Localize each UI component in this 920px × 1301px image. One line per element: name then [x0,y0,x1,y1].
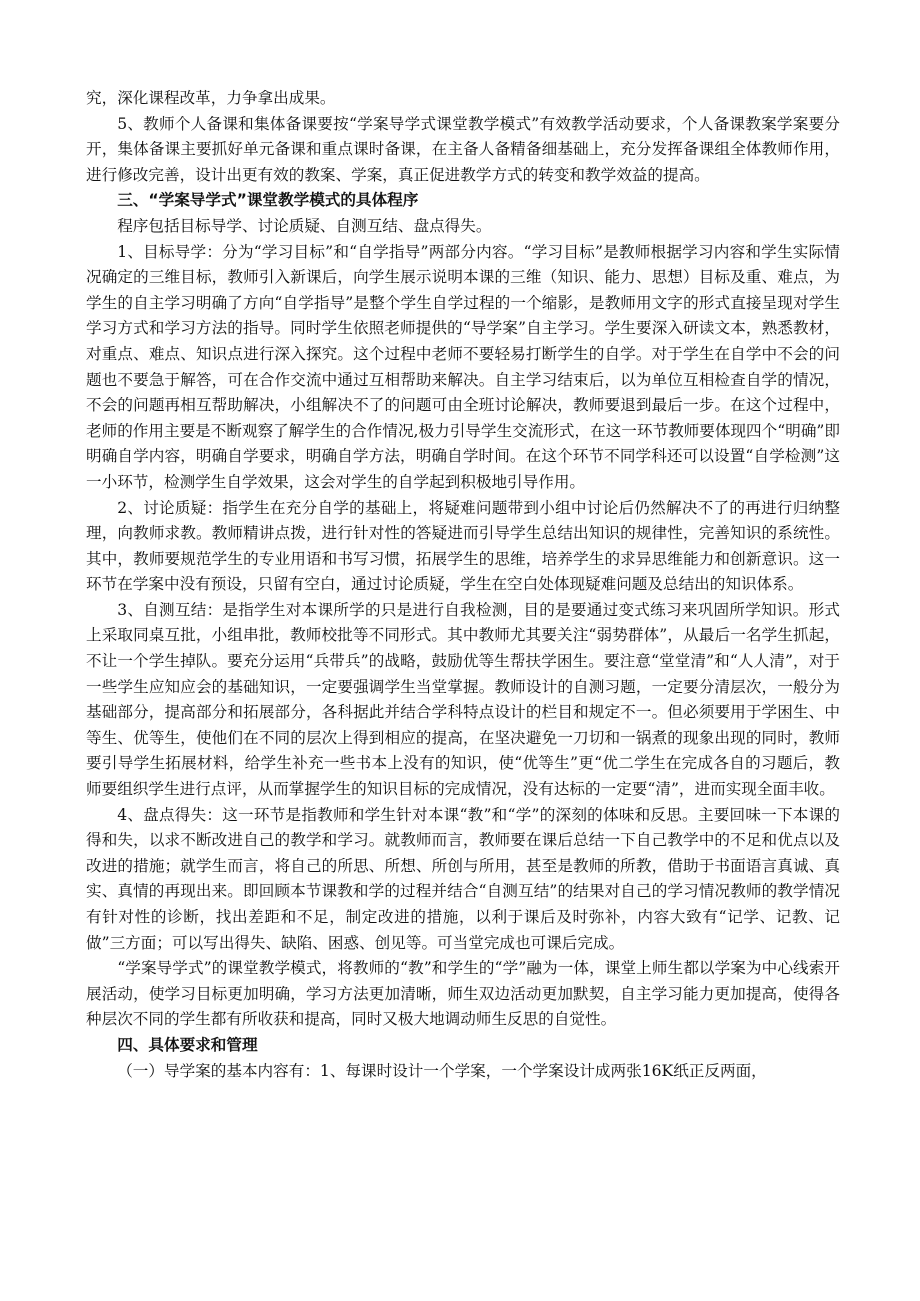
paragraph-procedure-intro: 程序包括目标导学、讨论质疑、自测互结、盘点得失。 [117,216,492,235]
section-heading-3: 三、“学案导学式”课堂教学模式的具体程序 [117,191,419,210]
paragraph-step-1: 1、目标导学：分为“学习目标”和“自学指导”两部分内容。“学习目标”是教师根据学习内容和学生实际情况确定的三维目标，教师引入新课后，向学生展示说明本课的三维（知识、能力、思想）目标及重、难点，为学生的自主学习明确了方向“自学指导”是整个学生自学过程的一个缩影，是教师用文字的形式直接呈现对学生学习方式和学习方法的指导。同时学生依照老师提供的“导学案”自主学习。学生要深入研读文本，熟悉教材，对重点、难点、知识点进行深入探究。这个过程中老师不要轻易打断学生的自学。对于学生在自学中不会的问题也不要急于解答，可在合作交流中通过互相帮助来解决。自主学习结束后，以为单位互相检查自学的情况，不会的问题再相互帮助解决，小组解决不了的问题可由全班讨论解决，教师要退到最后一步。在这个过程中，老师的作用主要是不断观察了解学生的合作情况,极力引导学生交流形式，在这一环节教师要体现四个“明确”即明确自学内容，明确自学要求，明确自学方法，明确自学时间。在这个环节不同学科还可以设置“自学检测”这一小环节，检测学生自学效果，这会对学生的自学起到积极地引导作用。 [86,242,840,491]
paragraph-continuation: 究，深化课程改革，力争拿出成果。 [86,89,336,107]
paragraph-summary: “学案导学式”的课堂教学模式，将教师的“教”和学生的“学”融为一体，课堂上师生都以学案为中心线索开展活动，使学习目标更加明确，学习方法更加清晰，师生双边活动更加默契，自主学习能力更加提高，使得各种层次不同的学生都有所收获和提高，同时又极大地调动师生反思的自觉性。 [86,959,840,1029]
paragraph-requirements-1: （一）导学案的基本内容有：1、每课时设计一个学案，一个学案设计成两张16K纸正反两面， [117,1061,767,1080]
paragraph-step-4: 4、盘点得失：这一环节是指教师和学生针对本课“教”和“学”的深刻的体味和反思。主要回味一下本课的得和失，以求不断改进自己的教学和学习。就教师而言，教师要在课后总结一下自己教学中的不足和优点以及改进的措施；就学生而言，将自己的所思、所想、所创与所用，甚至是教师的所教，借助于书面语言真诚、真实、真情的再现出来。即回顾本节课教和学的过程并结合“自测互结”的结果对自己的学习情况教师的教学情况有针对性的诊断，找出差距和不足，制定改进的措施，以利于课后及时弥补，内容大致有“记学、记教、记做”三方面；可以写出得失、缺陷、困惑、创见等。可当堂完成也可课后完成。 [86,805,840,952]
paragraph-step-3: 3、自测互结：是指学生对本课所学的只是进行自我检测，目的是要通过变式练习来巩固所学知识。形式上采取同桌互批，小组串批，教师校批等不同形式。其中教师尤其要关注“弱势群体”，从最后一名学生抓起，不让一个学生掉队。要充分运用“兵带兵”的战略，鼓励优等生帮扶学困生。要注意“堂堂清”和“人人清”，对于一些学生应知应会的基础知识，一定要强调学生当堂掌握。教师设计的自测习题，一定要分清层次，一般分为基础部分，提高部分和拓展部分，各科据此并结合学科特点设计的栏目和规定不一。但必须要用于学困生、中等生、优等生，使他们在不同的层次上得到相应的提高，在坚决避免一刀切和一锅煮的现象出现的同时，教师要引导学生拓展材料，给学生补充一些书本上没有的知识，使“优等生”更“优二学生在完成各自的习题后，教师要组织学生进行点评，从而掌握学生的知识目标的完成情况，没有达标的一定要“清”，进而实现全面丰收。 [86,600,840,799]
paragraph-step-2: 2、讨论质疑：指学生在充分自学的基础上，将疑难问题带到小组中讨论后仍然解决不了的再进行归纳整理，向教师求教。教师精讲点拨，进行针对性的答疑进而引导学生总结出知识的规律性，完善知识的系统性。其中，教师要规范学生的专业用语和书写习惯，拓展学生的思维，培养学生的求异思维能力和创新意识。这一环节在学案中没有预设，只留有空白，通过讨论质疑，学生在空白处体现疑难问题及总结出的知识体系。 [86,498,840,594]
paragraph-item-5: 5、教师个人备课和集体备课要按“学案导学式课堂教学模式”有效教学活动要求，个人备课教案学案要分开，集体备课主要抓好单元备课和重点课时备课，在主备人备精备细基础上，充分发挥备课组全体教师作用，进行修改完善，设计出更有效的教案、学案，真正促进教学方式的转变和教学效益的提高。 [86,114,840,184]
section-heading-4: 四、具体要求和管理 [117,1035,258,1054]
document-page [86,86,840,1084]
